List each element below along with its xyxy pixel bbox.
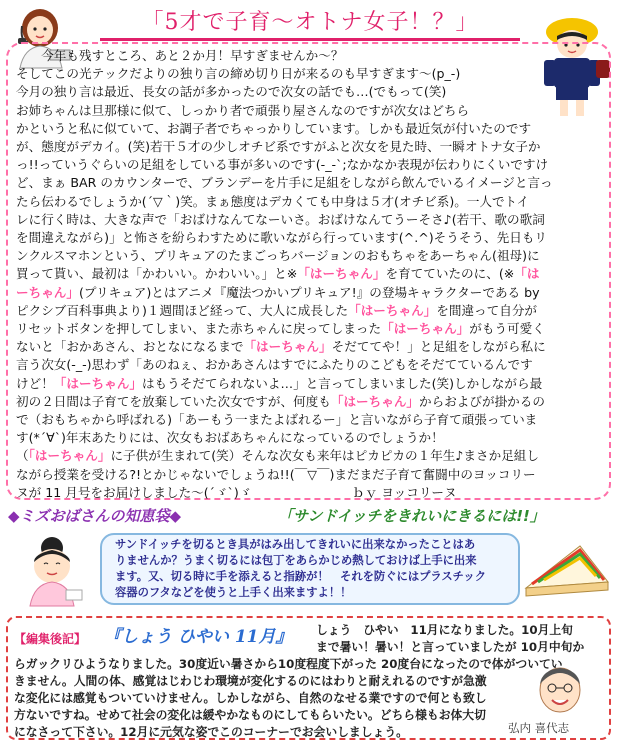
article-text: に子供が生まれて(笑）そんな次女も来年はピカピカの１年生♪まさか足組し [110,448,539,464]
tip-line: ます。又、切る時に手を添えると指跡が！ それを防ぐにはプラスチック [115,570,486,583]
article-line [16,210,606,230]
article-text: （ [16,448,29,464]
article-line [16,374,606,394]
character-name: 「はーちゃん」 [53,375,142,391]
character-name: 「は [514,266,540,282]
article-line [16,246,606,266]
article-text: はもうそだてられないよ…」と言ってしまいました(笑)しかしながら最 [141,375,543,391]
article-line [16,392,606,412]
article-text: レに行く時は、大きな声で「おばけなんてなーいさ。おばけなんてうーそさ♪(若干、歌の歌詞 [16,211,545,227]
article-text: けど！ [16,375,54,391]
sandwich-icon [520,538,614,600]
editor-man-icon [530,660,590,718]
editor-line: きません。人間の体、感覚はじわじわ環境が変化するのにはわりと耐えれるのですが急激 [14,674,487,688]
article-line [16,337,606,357]
article-text: リセットボタンを押してしまい、また赤ちゃんに戻ってしまった [16,321,382,336]
article-text: ヌが 11 月号をお届けしました～(´ゞ`)ゞ ｂｙ ヨッコリーヌ [16,484,457,500]
article-line [16,319,606,339]
page-title: 「5才で子育～オトナ女子！？」 [141,10,479,35]
article-line [16,355,606,375]
article-line [16,264,606,284]
article-text: 言う次女(-_-)思わず「あのねぇ、おかあさんはすでにふたりのこどもをそだてているんです [16,357,533,373]
article-text: かというと私に似ていて、お調子者でちゃっかりしています。しかも最近気が付いたのです [16,120,532,136]
tip-line: りませんか？うまく切るには包丁をあらかじめ熱しておけば上手に出来 [115,554,477,567]
article-text: す(*´∀`)年末あたりには、次女もおばあちゃんになっているのでしょうか！ [16,430,444,446]
article-text: を育てていたのに、(※ [385,266,515,282]
article-line [16,101,606,121]
character-name: 「はーちゃん」 [330,393,419,409]
title-underline [100,38,520,41]
tip-line: 容器のフタなどを使うと上手く出来ますよ！！ [115,586,352,599]
article-text: を間違えながら)」と怖さを紛らわすために歌いながら行っています(^.^)そうそう、先日もリ [16,230,548,245]
article-text: 初の２日間は子育てを放棄していた次女ですが、何度も [16,393,331,409]
editor-signature: 弘内 喜代志 [508,721,570,735]
article-line [16,155,606,175]
article-line [16,446,606,466]
character-name: 「はーちゃん」 [28,448,111,464]
character-name: 「はーちゃん」 [381,321,470,336]
aunt-icon [12,532,90,608]
editor-line: しょう ひやい 11月になりました。10月上旬 [316,623,573,637]
article-text: を間違って自分が [436,302,538,318]
article-line [16,301,606,321]
article-line [16,228,606,248]
editor-line: まで暑い！暑い！と言っていましたが 10月中旬か [316,640,585,654]
editor-title: 『しょう ひやい 11月』 [104,627,293,647]
article-text: ないと「おかあさん、おとなになるまで [16,339,244,355]
article-line [16,283,606,303]
article-text: からおよびが掛かるの [419,393,545,409]
article-text: 買って貰い、最初は「かわいい。かわいい。」と※ [16,266,298,282]
article-text: ンクルスマホンという、プリキュアのたまごっちバージョンのおもちゃをあーちゃん(祖母)に [16,248,540,264]
article-text: ど、まぁ BAR のカウンターで、ブランデーを片手に足組をしながら飲んでいるイメージと言っ [16,175,553,191]
article-text: がもう可愛く [469,321,545,336]
article-line [16,192,606,212]
article-text: (プリキュア)とはアニメ『魔法つかいプリキュア!』の登場キャラクターである by [78,284,540,300]
character-name: 「はーちゃん」 [348,302,437,318]
character-name: ーちゃん」 [16,284,79,300]
article-text: ながら授業を受ける?!とかじゃないでしょうね!!(￣▽￣)まだまだ子育て奮闘中のヨッコリー [16,466,536,482]
article-line [16,137,606,157]
article-line [16,64,606,84]
article-text: で（おもちゃから呼ばれる)「あーもう一またよばれるー」と言いながら子育て頑張っていま [16,412,538,427]
editor-line: な変化には感覚もついていけません。しかしながら、自然のなせる業ですので何とも致し [14,691,487,705]
tip-heading: 「サンドイッチをきれいにきるには!!」 [278,507,545,525]
editor-line: になさって下さい。12月に元気な姿でこのコーナーでお会いしましょう。 [14,725,408,739]
article-text: そだててや！」と足組をしながら私に [331,339,546,355]
article-line [16,465,606,485]
article-text: たら伝わるでしょうか(´▽｀)笑。まぁ態度はデカくても中身は５才(オチビ系)。一人でトイ [16,193,529,209]
article-text: っ!!っていうぐらいの足組をしている事が多いのです(-_-`;なかなか表現が伝わりにくいですけ [16,157,549,173]
editor-line: らガックリひようなりました。30度近い暑さから10度程度下がった 20度台になったので体がついてい [14,657,563,671]
article-text: 今年も残すところ、あと２か月！早すぎませんか～？ [16,48,344,63]
editor-line: 方ないですね。せめて社会の変化は緩やかなものにしてもらいたい。どちら様もお体大切 [14,708,486,722]
article-text: 今月の独り言は最近、長女の話が多かったので次女の話でも…(でもって(笑) [16,84,447,100]
character-name: 「はーちゃん」 [297,266,386,282]
article-line [16,428,606,448]
article-line [16,119,606,139]
chie-heading: ◆ミズおばさんの知恵袋◆ [8,507,182,525]
article-text: が、態度がデカイ。(笑)若干５才の少しオチビ系ですがふと次女を見た時、一瞬オトナ女子か [16,139,541,154]
article-line [16,483,606,503]
tip-line: サンドイッチを切るとき具がはみ出してきれいに出来なかったことはあ [115,538,476,551]
character-name: 「はーちゃん」 [243,339,332,355]
article-line [16,82,606,102]
article-line [16,46,606,66]
article-text: ピクシブ百科事典より)１週間ほど経って、大人に成長した [16,302,349,318]
editor-label: 【編集後記】 [14,632,87,646]
article-line [16,173,606,193]
article-text: そしてこの光テックだよりの独り言の締め切り日が来るのも早すぎます～(p_-) [16,66,461,82]
article-line [16,410,606,430]
article-text: お姉ちゃんは旦那様に似て、しっかり者で頑張り屋さんなのですが次女はどちら [16,102,470,118]
